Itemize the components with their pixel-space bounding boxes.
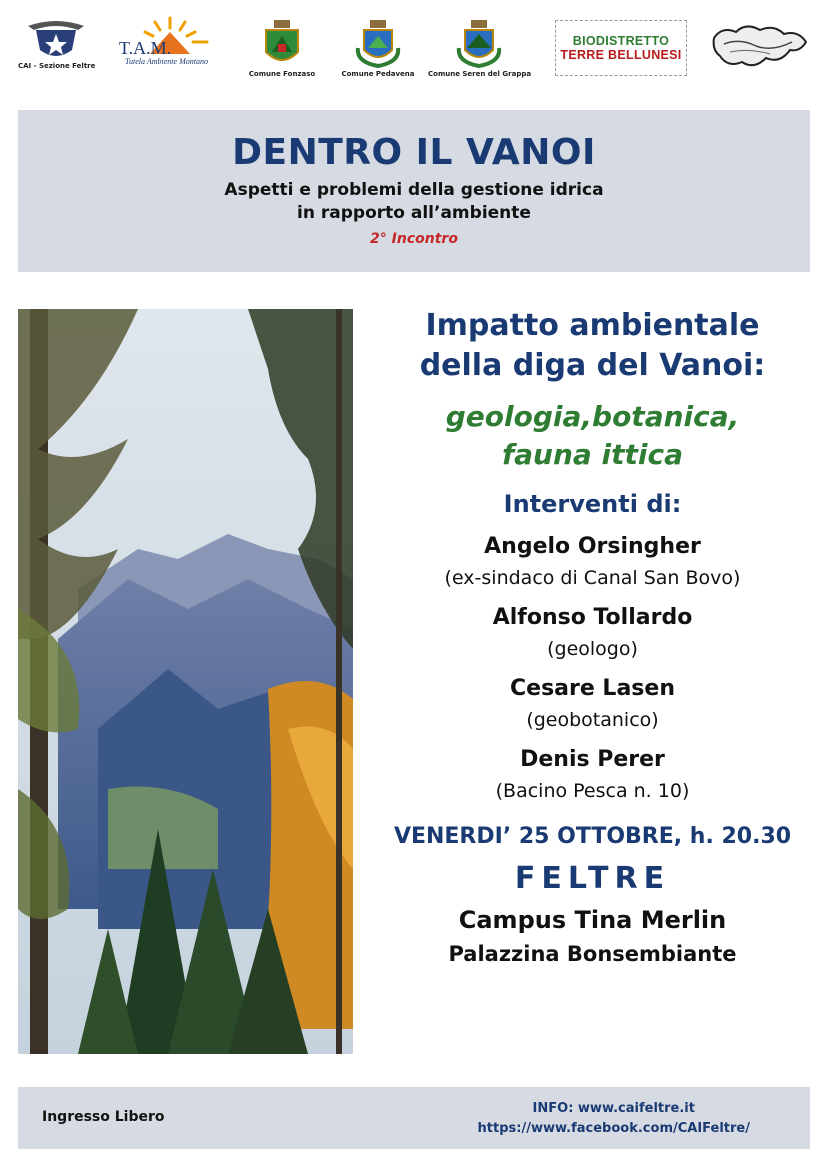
event-city: FELTRE <box>514 861 671 896</box>
info-website-link[interactable]: INFO: www.caifeltre.it <box>532 1101 695 1116</box>
pedavena-crest-icon <box>354 18 402 70</box>
cai-feltre-logo <box>18 16 94 70</box>
speaker-role: (geologo) <box>547 638 638 660</box>
territory-map-icon <box>710 18 810 76</box>
event-venue-building: Palazzina Bonsembiante <box>448 942 737 966</box>
talk-topics-line-1: geologia,botanica, <box>445 400 740 433</box>
speaker-role: (geobotanico) <box>526 709 659 731</box>
footer-panel <box>18 1087 810 1149</box>
free-entry-note: Ingresso Libero <box>42 1109 165 1125</box>
event-venue: Campus Tina Merlin <box>458 906 727 934</box>
fonzaso-crest-icon <box>260 18 304 70</box>
event-series-title: DENTRO IL VANOI <box>232 132 596 173</box>
event-date: VENERDI’ 25 OTTOBRE, h. 20.30 <box>393 824 792 849</box>
cai-caption: CAI - Sezione Feltre <box>18 62 96 70</box>
seren-crest-icon <box>455 18 503 70</box>
speaker-item <box>380 605 805 660</box>
facebook-link[interactable]: https://www.facebook.com/CAIFeltre/ <box>477 1121 750 1136</box>
logo-row <box>0 0 827 100</box>
speaker-name: Alfonso Tollardo <box>492 605 693 630</box>
forest-valley-illustration <box>18 309 353 1054</box>
speaker-item <box>380 676 805 731</box>
header-panel <box>18 110 810 272</box>
biodistretto-line2: TERRE BELLUNESI <box>560 48 682 62</box>
tam-text: T.A.M. <box>119 38 172 58</box>
info-contacts <box>478 1099 750 1139</box>
speaker-name: Angelo Orsingher <box>484 534 701 559</box>
tam-subtitle: Tutela Ambiente Montano <box>125 57 208 66</box>
speaker-name: Cesare Lasen <box>510 676 675 701</box>
talk-topics-line-2: fauna ittica <box>501 438 684 471</box>
speaker-role: (Bacino Pesca n. 10) <box>495 780 690 802</box>
pedavena-caption: Comune Pedavena <box>341 70 415 78</box>
speaker-item <box>380 747 805 802</box>
talk-topics <box>380 398 805 474</box>
seren-caption: Comune Seren del Grappa <box>428 70 532 78</box>
fonzaso-logo <box>244 18 320 78</box>
event-details <box>380 306 805 966</box>
cai-emblem-icon <box>26 16 86 62</box>
seren-logo <box>428 18 530 78</box>
talk-title-line-2: della diga del Vanoi: <box>419 348 766 383</box>
meeting-number: 2° Incontro <box>370 231 458 247</box>
talk-title <box>380 306 805 386</box>
speaker-role: (ex-sindaco di Canal San Bovo) <box>444 567 741 589</box>
fonzaso-caption: Comune Fonzaso <box>248 70 316 78</box>
biodistretto-line1: BIODISTRETTO <box>572 34 670 48</box>
speakers-label: Interventi di: <box>503 490 682 518</box>
tam-logo <box>114 14 226 78</box>
pedavena-logo <box>338 18 418 78</box>
event-series-subtitle <box>18 179 810 225</box>
biodistretto-logo <box>555 20 687 76</box>
valley-photo <box>18 309 353 1054</box>
speaker-item <box>380 534 805 589</box>
speaker-name: Denis Perer <box>520 747 665 772</box>
subtitle-line-2: in rapporto all’ambiente <box>297 203 531 223</box>
territory-map-logo <box>708 18 812 76</box>
talk-title-line-1: Impatto ambientale <box>425 308 760 343</box>
subtitle-line-1: Aspetti e problemi della gestione idrica <box>224 180 604 200</box>
tam-sun-mountain-icon <box>115 14 225 78</box>
